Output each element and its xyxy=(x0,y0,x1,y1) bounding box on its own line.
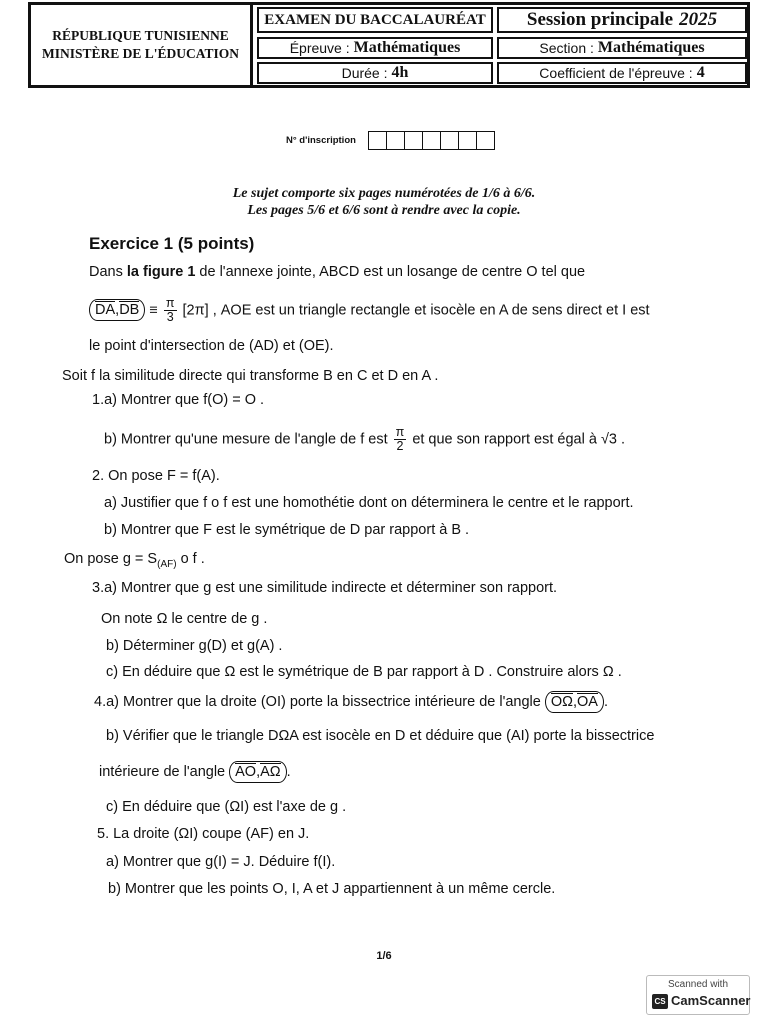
frac-num: π xyxy=(395,425,405,439)
intro-line xyxy=(89,262,585,282)
frac-den: 2 xyxy=(396,439,404,453)
line-similitude: Soit f la similitude directe qui transforme B en C et D en A . xyxy=(62,368,439,384)
ministry-name: MINISTÈRE DE L'ÉDUCATION xyxy=(41,46,240,61)
vector-DB: DB xyxy=(119,302,140,319)
page-number: 1/6 xyxy=(376,950,392,962)
exercise-title: Exercice 1 (5 points) xyxy=(89,234,255,253)
intro-text-2: de l'annexe jointe, ABCD est un losange de centre O tel que xyxy=(195,264,586,280)
frac-num: π xyxy=(165,296,175,310)
coefficient-value: 4 xyxy=(696,64,705,81)
angle-line xyxy=(89,297,650,324)
question-1a: 1.a) Montrer que f(O) = O . xyxy=(92,392,265,408)
camscanner-name: CamScanner xyxy=(671,993,751,1008)
angle-DA-DB: DA,DB xyxy=(89,299,145,321)
angle-OOmega-OA: OΩ,OA xyxy=(545,691,604,713)
epreuve-cell xyxy=(257,37,493,59)
camscanner-watermark xyxy=(646,975,750,1015)
question-4a: 4.a) Montrer que la droite (OI) porte la bissectrice intérieure de l'angle OΩ,OA . xyxy=(94,690,608,714)
q4b2-text: intérieure de l'angle xyxy=(99,764,230,780)
vector-OOmega: OΩ xyxy=(550,694,573,710)
question-4c: c) En déduire que (ΩI) est l'axe de g . xyxy=(106,799,347,815)
inscription-box[interactable] xyxy=(423,132,441,149)
coefficient-label: Coefficient de l'épreuve : xyxy=(539,65,693,81)
session-year: 2025 xyxy=(679,9,718,30)
exam-header xyxy=(28,2,750,88)
note-pages: Le sujet comporte six pages numérotées de 1/6 à 6/6. xyxy=(232,186,536,201)
frac-den: 3 xyxy=(166,310,174,324)
vector-AO: AO xyxy=(235,764,257,780)
section-cell xyxy=(497,37,747,59)
intro-text: Dans xyxy=(89,264,127,280)
header-country-block xyxy=(31,5,253,85)
on-pose-text: On pose g = S xyxy=(64,551,158,567)
question-5b: b) Montrer que les points O, I, A et J appartiennent à un même cercle. xyxy=(108,881,556,897)
question-4b-cont: intérieure de l'angle AO,AΩ . xyxy=(99,760,291,784)
epreuve-value: Mathématiques xyxy=(353,39,461,56)
angle-AO-AOmega: AO,AΩ xyxy=(229,761,287,783)
vector-DA: DA xyxy=(95,302,116,319)
duree-value: 4h xyxy=(391,64,409,81)
figure-ref: la figure 1 xyxy=(126,264,196,280)
on-pose-sub: (AF) xyxy=(157,558,177,570)
vector-OA: OA xyxy=(577,694,598,710)
q1b-text: b) Montrer qu'une mesure de l'angle de f est xyxy=(104,431,392,448)
exam-title: EXAMEN DU BACCALAURÉAT xyxy=(257,7,493,33)
duree-label: Durée : xyxy=(341,65,388,81)
duree-cell xyxy=(257,62,493,84)
question-3c: c) En déduire que Ω est le symétrique de B par rapport à D . Construire alors Ω . xyxy=(106,664,622,680)
inscription-box[interactable] xyxy=(459,132,477,149)
question-2b: b) Montrer que F est le symétrique de D par rapport à B . xyxy=(104,522,470,538)
inscription-label: N° d'inscription xyxy=(286,135,356,146)
inscription-boxes[interactable] xyxy=(368,131,495,150)
question-4b: b) Vérifier que le triangle DΩA est isocèle en D et déduire que (AI) porte la bissectrice xyxy=(106,728,655,744)
inscription-box[interactable] xyxy=(405,132,423,149)
camscanner-logo-icon: CS xyxy=(652,994,668,1009)
country-name: RÉPUBLIQUE TUNISIENNE xyxy=(52,28,229,43)
question-3-note: On note Ω le centre de g . xyxy=(101,611,268,627)
inscription-box[interactable] xyxy=(477,132,494,149)
question-2a: a) Justifier que f o f est une homothétie dont on déterminera le centre et le rapport. xyxy=(104,495,634,511)
question-3b: b) Déterminer g(D) et g(A) . xyxy=(106,638,283,654)
fraction-pi-2 xyxy=(394,426,407,453)
section-label: Section : xyxy=(539,40,594,56)
vector-AOmega: AΩ xyxy=(260,764,281,780)
q1b-text-2: et que son rapport est égal à √3 . xyxy=(412,431,626,448)
epreuve-label: Épreuve : xyxy=(289,40,350,56)
session-cell xyxy=(497,7,747,33)
q4a-text: 4.a) Montrer que la droite (OI) porte la bissectrice intérieure de l'angle xyxy=(94,694,545,710)
scanned-with-text: Scanned with xyxy=(667,979,729,990)
section-value: Mathématiques xyxy=(597,39,705,56)
session-label: Session principale xyxy=(526,9,674,30)
inscription-box[interactable] xyxy=(369,132,387,149)
note-return: Les pages 5/6 et 6/6 sont à rendre avec la copie. xyxy=(247,203,521,218)
inscription-box[interactable] xyxy=(387,132,405,149)
question-5a: a) Montrer que g(I) = J. Déduire f(I). xyxy=(106,854,336,870)
question-3a: 3.a) Montrer que g est une similitude indirecte et déterminer son rapport. xyxy=(92,580,558,596)
on-pose-g xyxy=(64,549,205,575)
angle-line-rest: , AOE est un triangle rectangle et isocèle en A de sens direct et I est xyxy=(208,302,650,319)
line-intersection: le point d'intersection de (AD) et (OE). xyxy=(89,338,334,354)
on-pose-text-2: o f . xyxy=(176,551,205,567)
question-1b xyxy=(104,426,625,453)
coefficient-cell xyxy=(497,62,747,84)
question-5: 5. La droite (ΩI) coupe (AF) en J. xyxy=(97,826,310,842)
congruent-sign: ≡ xyxy=(149,302,158,319)
modulo: [2π] xyxy=(182,302,209,319)
inscription-box[interactable] xyxy=(441,132,459,149)
question-2: 2. On pose F = f(A). xyxy=(92,468,220,484)
fraction-pi-3 xyxy=(164,297,177,324)
inscription-row xyxy=(286,131,495,150)
